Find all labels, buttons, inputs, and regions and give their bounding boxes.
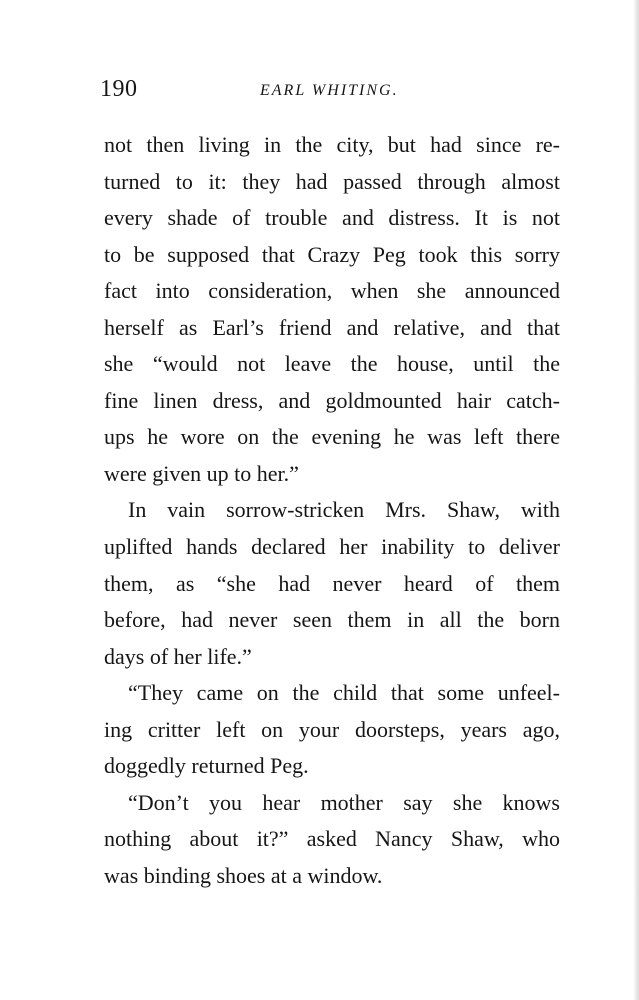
text-line: them, as “she had never heard of them (104, 570, 560, 596)
text-line: were given up to her.” (104, 460, 299, 486)
text-line: was binding shoes at a window. (104, 862, 383, 888)
running-title: EARL WHITING. (260, 82, 399, 99)
text-line: nothing about it?” asked Nancy Shaw, who (104, 826, 560, 852)
page-number: 190 (100, 76, 138, 102)
text-line: fact into consideration, when she announced (104, 278, 560, 304)
text-line: not then living in the city, but had since re- (104, 132, 560, 157)
text-line: herself as Earl’s friend and relative, and that (104, 314, 560, 340)
text-line: fine linen dress, and goldmounted hair catch- (104, 387, 560, 413)
text-line: days of her life.” (104, 643, 252, 669)
text-line: turned to it: they had passed through almost (104, 168, 560, 194)
text-line: she “would not leave the house, until the (104, 351, 560, 377)
text-line: ups he wore on the evening he was left there (104, 424, 560, 450)
text-line: uplifted hands declared her inability to deliver (104, 534, 560, 560)
text-line: In vain sorrow-stricken Mrs. Shaw, with (128, 497, 560, 523)
running-head (100, 72, 560, 106)
text-line: every shade of trouble and distress. It is not (104, 205, 560, 231)
text-line: ing critter left on your doorsteps, years ago, (104, 716, 560, 742)
text-line: “Don’t you hear mother say she knows (128, 789, 560, 815)
page-edge-shadow (633, 0, 639, 1000)
text-line: before, had never seen them in all the born (104, 607, 560, 633)
text-line: “They came on the child that some unfeel- (128, 680, 560, 706)
text-line: to be supposed that Crazy Peg took this sorry (104, 241, 560, 267)
body-text (104, 127, 560, 894)
text-line: doggedly returned Peg. (104, 753, 309, 779)
